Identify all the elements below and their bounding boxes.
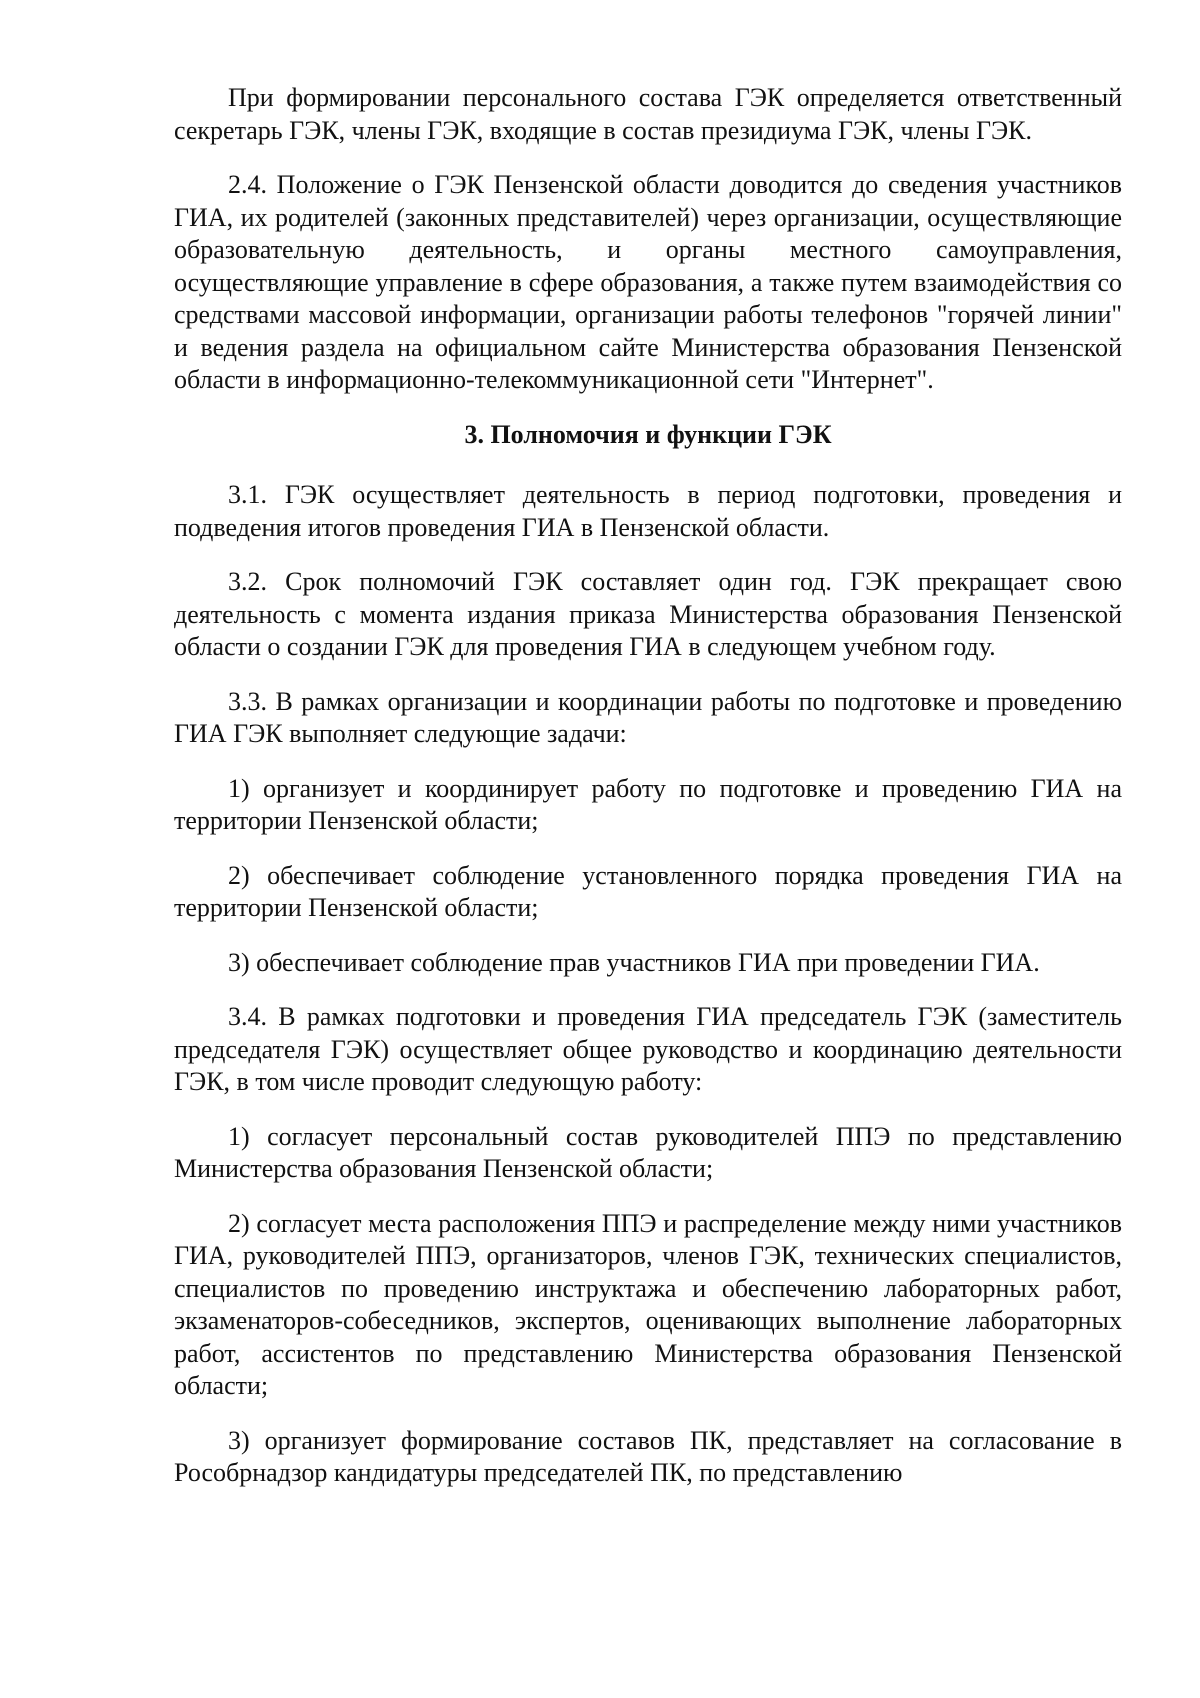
paragraph-3-2: 3.2. Срок полномочий ГЭК составляет один год. ГЭК прекращает свою деятельность с момента издания приказа Министерства образования Пензенской области о создании ГЭК для проведения ГИА в следующем учебном году. (174, 567, 1122, 661)
list-item-3-3-2: 2) обеспечивает соблюдение установленного порядка проведения ГИА на территории Пензенской области; (174, 860, 1122, 922)
paragraph-3-4: 3.4. В рамках подготовки и проведения ГИА председатель ГЭК (заместитель председателя ГЭК) осуществляет общее руководство и координацию деятельности ГЭК, в том числе проводит следующую работу: (174, 1002, 1122, 1096)
paragraph-composition: При формировании персонального состава ГЭК определяется ответственный секретарь ГЭК, члены ГЭК, входящие в состав президиума ГЭК, члены ГЭК. (174, 83, 1122, 145)
list-item-3-3-1: 1) организует и координирует работу по подготовке и проведению ГИА на территории Пензенской области; (174, 773, 1122, 835)
document-body (174, 82, 1122, 1512)
list-item-3-4-3: 3) организует формирование составов ПК, представляет на согласование в Рособрнадзор кандидатуры председателей ПК, по представлению (174, 1425, 1122, 1487)
paragraph-3-3: 3.3. В рамках организации и координации работы по подготовке и проведению ГИА ГЭК выполняет следующие задачи: (174, 686, 1122, 748)
list-item-3-4-2: 2) согласует места расположения ППЭ и распределение между ними участников ГИА, руководителей ППЭ, организаторов, членов ГЭК, технических специалистов, специалистов по проведению инструктажа и обеспечению лабораторных работ, экзаменаторов-собеседников, экспертов, оценивающих выполнение лабораторных работ, ассистентов по представлению Министерства образования Пензенской области; (174, 1208, 1122, 1400)
paragraph-3-1: 3.1. ГЭК осуществляет деятельность в период подготовки, проведения и подведения итогов проведения ГИА в Пензенской области. (174, 480, 1122, 542)
paragraph-2-4: 2.4. Положение о ГЭК Пензенской области доводится до сведения участников ГИА, их родителей (законных представителей) через организации, осуществляющие образовательную деятельность, и органы местного самоуправления, осуществляющие управление в сфере образования, а также путем взаимодействия со средствами массовой информации, организации работы телефонов "горячей линии" и ведения раздела на официальном сайте Министерства образования Пензенской области в информационно-телекоммуникационной сети "Интернет". (174, 170, 1122, 394)
section-heading: 3. Полномочия и функции ГЭК (464, 419, 832, 449)
list-item-3-4-1: 1) согласует персональный состав руководителей ППЭ по представлению Министерства образования Пензенской области; (174, 1121, 1122, 1183)
list-item-3-3-3: 3) обеспечивает соблюдение прав участников ГИА при проведении ГИА. (228, 947, 1040, 977)
